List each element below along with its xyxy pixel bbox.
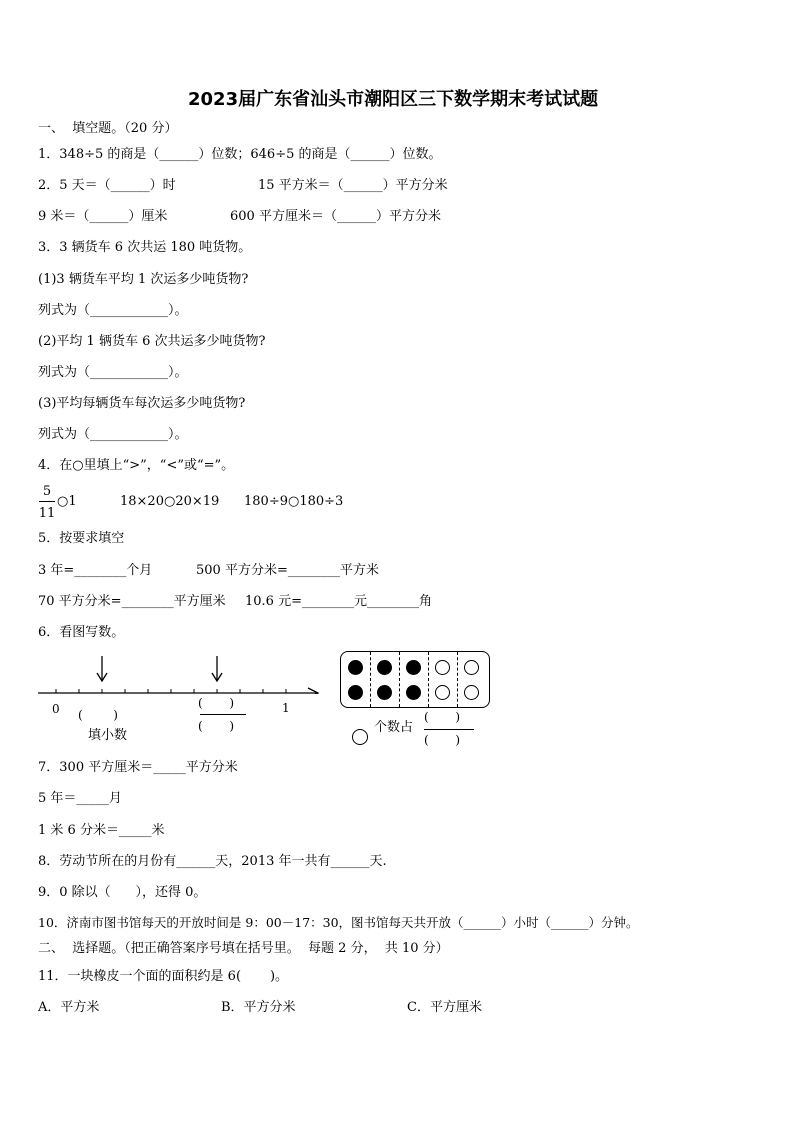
dot-grid-fraction-bottom: ( ) [424, 733, 461, 747]
grid-divider [399, 652, 400, 707]
fraction-bar [39, 501, 55, 502]
question-5a: 3 年=________个月 [38, 563, 153, 578]
question-9: 9．0 除以（ ），还得 0。 [38, 885, 207, 900]
option-a: A．平方米 [38, 1000, 100, 1015]
open-circle-icon [464, 660, 479, 675]
page-title: 2023届广东省汕头市潮阳区三下数学期末考试试题 [188, 89, 599, 110]
section-2-heading: 二、 选择题。（把正确答案序号填在括号里。 每题 2 分， 共 10 分） [38, 941, 449, 956]
question-6: 6．看图写数。 [38, 625, 125, 640]
filled-circle-icon [377, 685, 392, 700]
open-circle-icon [464, 685, 479, 700]
grid-divider [370, 652, 371, 707]
fraction-denominator: 11 [38, 506, 56, 521]
grid-divider [428, 652, 429, 707]
open-circle-icon [435, 685, 450, 700]
question-2c: 9 米＝（______）厘米 [38, 209, 168, 224]
question-5d: 10.6 元=________元________角 [245, 594, 432, 609]
dot-grid-fraction-top: ( ) [424, 710, 461, 724]
fraction-answer-top: ( ) [198, 696, 235, 710]
question-5: 5．按要求填空 [38, 531, 125, 546]
down-arrow-icon [212, 656, 222, 681]
dot-grid-fraction-bar [424, 729, 474, 730]
question-7b: 5 年＝_____月 [38, 791, 122, 806]
question-8: 8．劳动节所在的月份有______天，2013 年一共有______天. [38, 854, 387, 869]
answer-circle-icon [352, 729, 368, 745]
fill-decimal-caption: 填小数 [88, 728, 128, 743]
question-4c: 180÷9○180÷3 [244, 494, 344, 509]
fraction-numerator: 5 [42, 484, 52, 499]
fraction-answer-bar [200, 714, 246, 715]
down-arrow-icon [97, 656, 107, 681]
fraction-answer-bottom: ( ) [198, 719, 235, 733]
question-4b: 18×20○20×19 [120, 494, 220, 509]
number-line-zero-label: 0 [52, 702, 60, 716]
option-b: B．平方分米 [221, 1000, 296, 1015]
question-10: 10．济南市图书馆每天的开放时间是 9：00－17：30，图书馆每天共开放（______）小时（______）分钟。 [38, 915, 639, 930]
question-7a: 7．300 平方厘米＝_____平方分米 [38, 760, 238, 775]
dot-grid-frame [340, 651, 490, 708]
decimal-answer-blank: ( ) [78, 708, 118, 722]
question-1: 1．348÷5 的商是（______）位数；646÷5 的商是（______）位数。 [38, 147, 442, 162]
question-4: 4．在○里填上“>”，“<”或“=”。 [38, 458, 235, 473]
question-2b: 15 平方米＝（______）平方分米 [258, 178, 448, 193]
question-3: 3．3 辆货车 6 次共运 180 吨货物。 [38, 240, 252, 255]
dot-grid-caption: 个数占 [374, 720, 414, 735]
option-c: C．平方厘米 [407, 1000, 482, 1015]
filled-circle-icon [406, 685, 421, 700]
question-3-part-3: (3)平均每辆货车每次运多少吨货物? [38, 396, 246, 411]
filled-circle-icon [348, 685, 363, 700]
filled-circle-icon [348, 660, 363, 675]
question-5b: 500 平方分米=________平方米 [196, 563, 379, 578]
question-3-part-1: (1)3 辆货车平均 1 次运多少吨货物? [38, 272, 249, 287]
number-line-one-label: 1 [282, 701, 290, 715]
question-2a: 2．5 天＝（______）时 [38, 178, 176, 193]
question-3-part-2-answer: 列式为（____________）。 [38, 365, 188, 380]
question-2d: 600 平方厘米＝（______）平方分米 [230, 209, 441, 224]
number-line [36, 654, 336, 694]
question-5c: 70 平方分米=________平方厘米 [38, 594, 226, 609]
question-3-part-3-answer: 列式为（____________）。 [38, 427, 188, 442]
filled-circle-icon [406, 660, 421, 675]
question-3-part-1-answer: 列式为（____________）。 [38, 303, 188, 318]
open-circle-icon [435, 660, 450, 675]
question-11: 11．一块橡皮一个面的面积约是 6( )。 [38, 969, 289, 984]
section-1-heading: 一、 填空题。（20 分） [38, 121, 178, 136]
question-7c: 1 米 6 分米＝_____米 [38, 823, 165, 838]
question-4a-compare: ○1 [57, 494, 77, 509]
grid-divider [457, 652, 458, 707]
filled-circle-icon [377, 660, 392, 675]
question-3-part-2: (2)平均 1 辆货车 6 次共运多少吨货物? [38, 334, 266, 349]
